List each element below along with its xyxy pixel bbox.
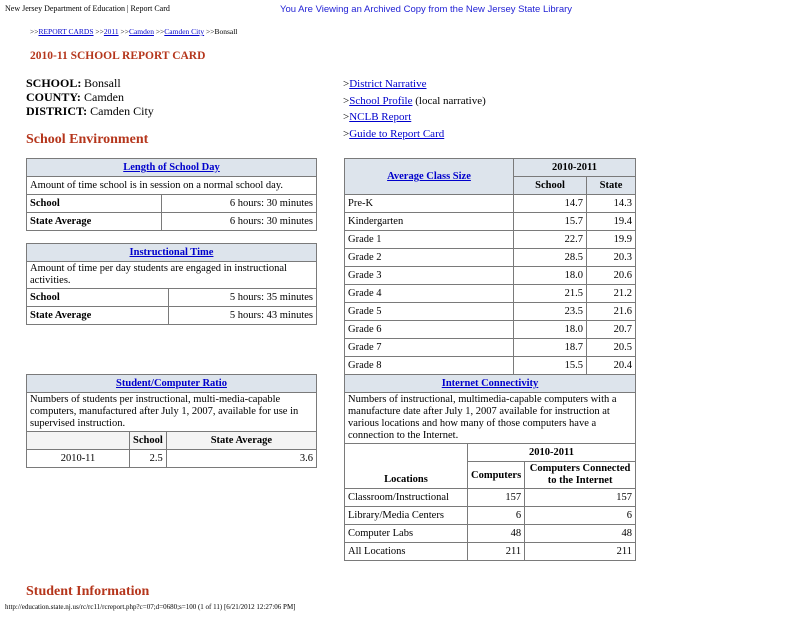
- class-size-col-state: State: [587, 177, 636, 195]
- class-size-cell-label: Grade 6: [345, 321, 514, 339]
- table-row: [345, 525, 636, 543]
- table-row: [345, 489, 636, 507]
- internet-cell-label: All Locations: [345, 543, 468, 561]
- length-of-day-description: Amount of time school is in session on a normal school day.: [27, 177, 317, 195]
- class-size-cell-school: 21.5: [514, 285, 587, 303]
- class-size-cell-school: 18.0: [514, 321, 587, 339]
- class-size-cell-school: 18.0: [514, 267, 587, 285]
- student-information-heading: Student Information: [26, 584, 150, 599]
- class-size-cell-school: 15.5: [514, 357, 587, 375]
- table-row: State Average 6 hours: 30 minutes: [27, 213, 317, 231]
- class-size-cell-label: Grade 3: [345, 267, 514, 285]
- internet-col-computers: Computers: [468, 462, 525, 489]
- class-size-cell-state: 14.3: [587, 195, 636, 213]
- breadcrumb: >>REPORT CARDS >>2011 >>Camden >>Camden City >>Bonsall: [30, 27, 238, 36]
- district-value: Camden City: [90, 104, 154, 118]
- class-size-cell-label: Grade 8: [345, 357, 514, 375]
- class-size-year: 2010-2011: [514, 159, 636, 177]
- school-profile-link[interactable]: School Profile: [349, 94, 413, 107]
- table-row: [345, 543, 636, 561]
- class-size-cell-state: 20.7: [587, 321, 636, 339]
- internet-cell-computers: 211: [468, 543, 525, 561]
- county-label: COUNTY:: [26, 90, 81, 104]
- internet-connectivity-table: [344, 374, 636, 561]
- instructional-time-table: [26, 243, 317, 325]
- class-size-cell-state: 20.5: [587, 339, 636, 357]
- class-size-cell-school: 18.7: [514, 339, 587, 357]
- internet-cell-connected: 211: [525, 543, 636, 561]
- table-row: School 5 hours: 35 minutes: [27, 289, 317, 307]
- district-label: DISTRICT:: [26, 104, 88, 118]
- student-computer-ratio-link[interactable]: Student/Computer Ratio: [116, 378, 227, 389]
- table-row: State Average 5 hours: 43 minutes: [27, 307, 317, 325]
- class-size-cell-school: 28.5: [514, 249, 587, 267]
- table-row: [345, 507, 636, 525]
- class-size-cell-school: 22.7: [514, 231, 587, 249]
- internet-cell-connected: 48: [525, 525, 636, 543]
- class-size-cell-state: 20.6: [587, 267, 636, 285]
- breadcrumb-camden-city-link[interactable]: Camden City: [164, 27, 205, 36]
- breadcrumb-camden-link[interactable]: Camden: [128, 27, 154, 36]
- internet-cell-label: Library/Media Centers: [345, 507, 468, 525]
- class-size-cell-state: 21.6: [587, 303, 636, 321]
- class-size-cell-label: Kindergarten: [345, 213, 514, 231]
- internet-col-connected: Computers Connected to the Internet: [525, 462, 636, 489]
- student-computer-col-state: State Average: [166, 432, 316, 450]
- internet-cell-computers: 48: [468, 525, 525, 543]
- class-size-cell-school: 15.7: [514, 213, 587, 231]
- internet-connectivity-description: Numbers of instructional, multimedia-capable computers with a manufacture date after July 1, 2007 available for instruction at various locations and how many of those computers have a connection to the Internet.: [345, 393, 636, 444]
- length-of-day-link[interactable]: Length of School Day: [123, 162, 220, 173]
- nclb-report-link[interactable]: NCLB Report: [349, 111, 412, 123]
- district-narrative-link[interactable]: District Narrative: [349, 78, 427, 90]
- internet-cell-label: Computer Labs: [345, 525, 468, 543]
- student-computer-col-school: School: [130, 432, 167, 450]
- class-size-cell-state: 20.4: [587, 357, 636, 375]
- class-size-cell-school: 23.5: [514, 303, 587, 321]
- page-title: 2010-11 SCHOOL REPORT CARD: [30, 50, 206, 62]
- table-row: [345, 249, 636, 267]
- county-value: Camden: [84, 90, 124, 104]
- class-size-cell-state: 19.9: [587, 231, 636, 249]
- internet-cell-computers: 157: [468, 489, 525, 507]
- class-size-cell-label: Grade 2: [345, 249, 514, 267]
- table-row: [345, 213, 636, 231]
- page-header-title: New Jersey Department of Education | Report Card: [5, 4, 170, 13]
- table-row: [345, 231, 636, 249]
- archive-notice: You Are Viewing an Archived Copy from the New Jersey State Library: [280, 4, 573, 15]
- report-links: >District Narrative >School Profile (local narrative) >NCLB Report >Guide to Report Card: [343, 78, 486, 140]
- class-size-cell-label: Grade 7: [345, 339, 514, 357]
- table-row: 2010-11 2.5 3.6: [27, 450, 317, 468]
- table-row: School 6 hours: 30 minutes: [27, 195, 317, 213]
- class-size-cell-state: 20.3: [587, 249, 636, 267]
- school-value: Bonsall: [84, 76, 121, 90]
- table-row: [345, 267, 636, 285]
- internet-cell-computers: 6: [468, 507, 525, 525]
- student-computer-description: Numbers of students per instructional, multi-media-capable computers, manufactured after July 1, 2007, available for use in supervised instruction.: [27, 393, 317, 432]
- class-size-cell-label: Grade 5: [345, 303, 514, 321]
- internet-year: 2010-2011: [468, 444, 636, 462]
- breadcrumb-2011-link[interactable]: 2011: [103, 27, 119, 36]
- school-label: SCHOOL:: [26, 76, 82, 90]
- internet-col-locations: Locations: [345, 444, 468, 489]
- instructional-time-link[interactable]: Instructional Time: [129, 247, 214, 258]
- internet-cell-connected: 157: [525, 489, 636, 507]
- average-class-size-link[interactable]: Average Class Size: [387, 171, 471, 182]
- internet-cell-connected: 6: [525, 507, 636, 525]
- table-row: [345, 357, 636, 375]
- length-of-day-table: [26, 158, 317, 231]
- table-row: [345, 303, 636, 321]
- internet-cell-label: Classroom/Instructional: [345, 489, 468, 507]
- breadcrumb-current: Bonsall: [214, 27, 238, 36]
- class-size-cell-label: Grade 4: [345, 285, 514, 303]
- student-computer-table: [26, 374, 317, 468]
- class-size-cell-state: 21.2: [587, 285, 636, 303]
- table-row: [345, 339, 636, 357]
- table-row: [345, 321, 636, 339]
- school-info: [26, 76, 154, 118]
- table-row: [345, 195, 636, 213]
- school-environment-heading: School Environment: [26, 132, 149, 147]
- class-size-cell-label: Grade 1: [345, 231, 514, 249]
- class-size-cell-label: Pre-K: [345, 195, 514, 213]
- guide-link[interactable]: Guide to Report Card: [349, 127, 445, 140]
- class-size-col-school: School: [514, 177, 587, 195]
- footer-url: http://education.state.nj.us/rc/rc11/rcreport.php?c=07;d=0680;s=100 (1 of 11) [6/21/2012 12:27:06 PM]: [5, 603, 296, 611]
- breadcrumb-report-cards-link[interactable]: REPORT CARDS: [38, 27, 94, 36]
- class-size-cell-school: 14.7: [514, 195, 587, 213]
- class-size-table: [344, 158, 636, 393]
- class-size-cell-state: 19.4: [587, 213, 636, 231]
- internet-connectivity-link[interactable]: Internet Connectivity: [441, 378, 539, 389]
- table-row: [345, 285, 636, 303]
- instructional-time-description: Amount of time per day students are engaged in instructional activities.: [27, 262, 317, 289]
